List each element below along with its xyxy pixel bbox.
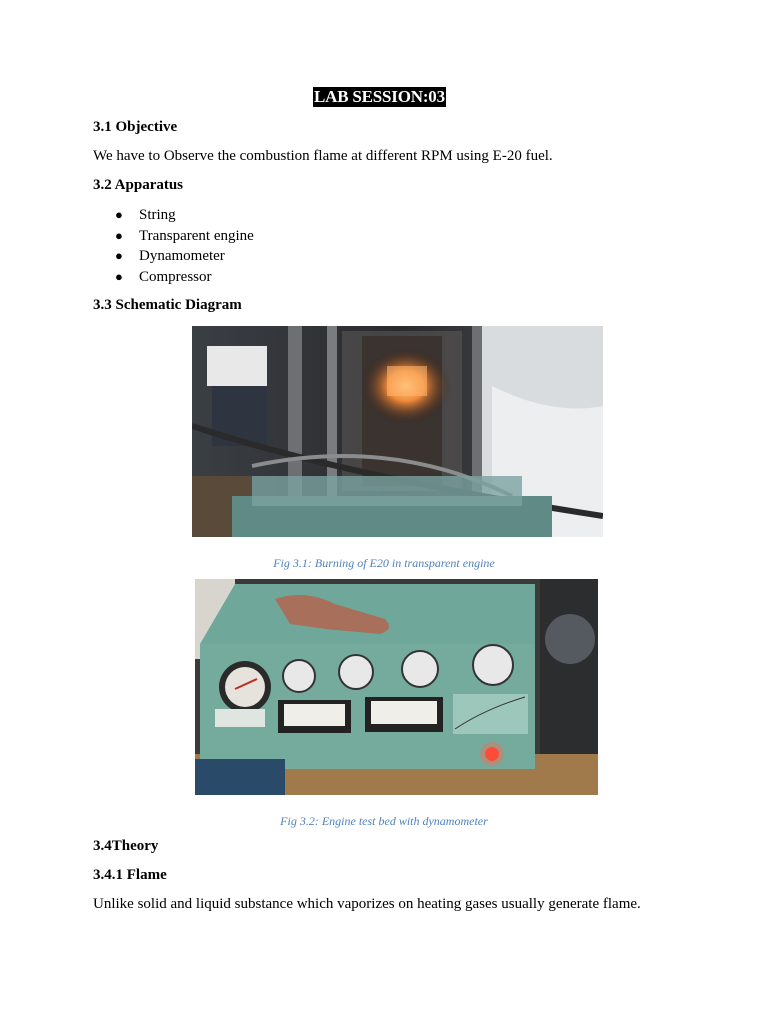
figure-test-bed [195,579,598,795]
page-title: LAB SESSION:03 [314,87,445,106]
list-item [112,226,254,247]
objective-heading: 3.1 Objective [93,119,178,135]
bullet-icon: ● [115,227,123,243]
schematic-heading: 3.3 Schematic Diagram [93,297,242,313]
list-item-label: String [139,207,176,223]
engine-test-bed-photo [195,579,598,795]
objective-text: We have to Observe the combustion flame at different RPM using E-20 fuel. [93,148,553,164]
list-item [112,267,254,288]
figure-transparent-engine [192,326,603,537]
bullet-icon: ● [115,269,123,285]
bullet-icon: ● [115,248,123,264]
list-item-label: Transparent engine [139,227,254,244]
list-item-label: Compressor [139,269,212,286]
flame-text: Unlike solid and liquid substance which vaporizes on heating gases usually generate flame. [93,896,641,912]
list-item [112,246,254,267]
figure-caption: Fig 3.1: Burning of E20 in transparent engine [273,556,495,570]
flame-heading: 3.4.1 Flame [93,867,167,883]
list-item-label: Dynamometer [139,248,225,265]
bullet-icon: ● [115,207,123,222]
transparent-engine-photo [192,326,603,537]
list-item [112,205,254,226]
figure-caption: Fig 3.2: Engine test bed with dynamometer [280,814,488,828]
apparatus-heading: 3.2 Apparatus [93,177,184,193]
apparatus-list [112,205,254,288]
theory-heading: 3.4Theory [93,838,159,854]
